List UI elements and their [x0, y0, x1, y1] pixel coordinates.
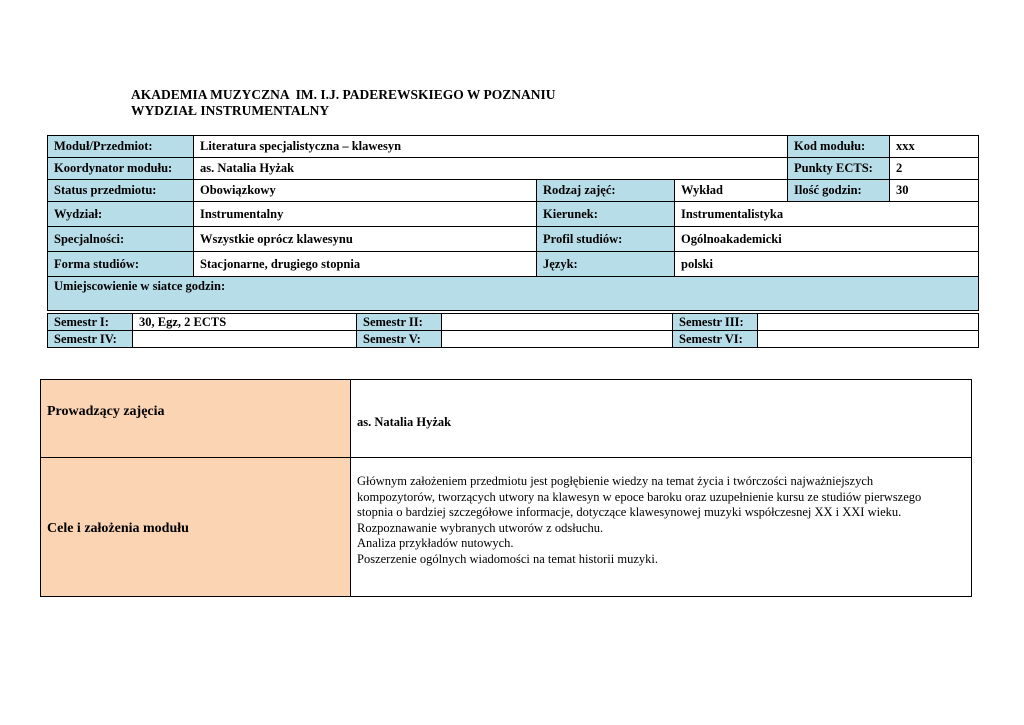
- status-label: Status przedmiotu:: [48, 180, 194, 202]
- table-row: [48, 180, 979, 202]
- jezyk-label: Język:: [537, 252, 675, 277]
- table-row: [48, 202, 979, 227]
- table-row: [48, 331, 979, 348]
- semestr-6-value: [758, 331, 979, 348]
- semestr-3-value: [758, 314, 979, 331]
- semestr-2-label: Semestr II:: [357, 314, 442, 331]
- cele-line: Analiza przykładów nutowych.: [357, 536, 514, 550]
- kierunek-label: Kierunek:: [537, 202, 675, 227]
- semestr-4-label: Semestr IV:: [48, 331, 133, 348]
- umiejscowienie-label: Umiejscowienie w siatce godzin:: [48, 277, 979, 311]
- koordynator-label: Koordynator modułu:: [48, 158, 194, 180]
- cele-description: [351, 458, 972, 597]
- modul-label: Moduł/Przedmiot:: [48, 136, 194, 158]
- semestr-4-value: [133, 331, 357, 348]
- jezyk-value: polski: [675, 252, 979, 277]
- semestr-5-value: [442, 331, 673, 348]
- godzin-value: 30: [890, 180, 979, 202]
- cele-line: Poszerzenie ogólnych wiadomości na temat historii muzyki.: [357, 551, 658, 566]
- wydzial-label: Wydział:: [48, 202, 194, 227]
- faculty-name: WYDZIAŁ INSTRUMENTALNY: [131, 103, 330, 118]
- cele-line: kompozytorów, tworzących utwory na klawesyn w epoce baroku oraz uzupełnienie kursu ze studiów pierwszego: [357, 489, 922, 504]
- semestr-3-label: Semestr III:: [673, 314, 758, 331]
- kierunek-value: Instrumentalistyka: [675, 202, 979, 227]
- semestr-5-label: Semestr V:: [357, 331, 442, 348]
- table-row: [48, 227, 979, 252]
- semester-table: [47, 313, 979, 348]
- cele-label: Cele i założenia modułu: [41, 458, 351, 597]
- forma-value: Stacjonarne, drugiego stopnia: [194, 252, 537, 277]
- cele-line: stopnia o bardziej szczegółowe informacje, dotyczące klawesynowej muzyki współczesnej XX i XXI wieku.: [357, 505, 902, 519]
- kod-value: xxx: [890, 136, 979, 158]
- cele-line: Głównym założeniem przedmiotu jest pogłębienie wiedzy na temat życia i twórczości najważniejszych: [357, 474, 874, 488]
- details-table: [40, 379, 972, 597]
- table-row: [48, 277, 979, 311]
- modul-value: Literatura specjalistyczna – klawesyn: [194, 136, 788, 158]
- prowadzacy-label: Prowadzący zajęcia: [41, 380, 351, 458]
- table-row: [48, 314, 979, 331]
- academy-name: AKADEMIA MUZYCZNA IM. I.J. PADEREWSKIEGO W POZNANIU: [131, 87, 556, 102]
- specjalnosci-label: Specjalności:: [48, 227, 194, 252]
- semestr-2-value: [442, 314, 673, 331]
- semestr-1-label: Semestr I:: [48, 314, 133, 331]
- table-row: [48, 136, 979, 158]
- document-header: [131, 87, 556, 119]
- status-value: Obowiązkowy: [194, 180, 537, 202]
- table-row: [48, 252, 979, 277]
- semestr-6-label: Semestr VI:: [673, 331, 758, 348]
- table-row: [48, 158, 979, 180]
- table-row: [41, 458, 972, 597]
- table-row: [41, 380, 972, 458]
- kod-label: Kod modułu:: [788, 136, 890, 158]
- cele-line: Rozpoznawanie wybranych utworów z odsłuchu.: [357, 520, 604, 535]
- forma-label: Forma studiów:: [48, 252, 194, 277]
- prowadzacy-value: as. Natalia Hyżak: [351, 380, 972, 458]
- koordynator-value: as. Natalia Hyżak: [194, 158, 788, 180]
- ects-value: 2: [890, 158, 979, 180]
- profil-value: Ogólnoakademicki: [675, 227, 979, 252]
- rodzaj-value: Wykład: [675, 180, 788, 202]
- ects-label: Punkty ECTS:: [788, 158, 890, 180]
- semestr-1-value: 30, Egz, 2 ECTS: [133, 314, 357, 331]
- specjalnosci-value: Wszystkie oprócz klawesynu: [194, 227, 537, 252]
- godzin-label: Ilość godzin:: [788, 180, 890, 202]
- wydzial-value: Instrumentalny: [194, 202, 537, 227]
- profil-label: Profil studiów:: [537, 227, 675, 252]
- module-info-table: [47, 135, 979, 311]
- rodzaj-label: Rodzaj zajęć:: [537, 180, 675, 202]
